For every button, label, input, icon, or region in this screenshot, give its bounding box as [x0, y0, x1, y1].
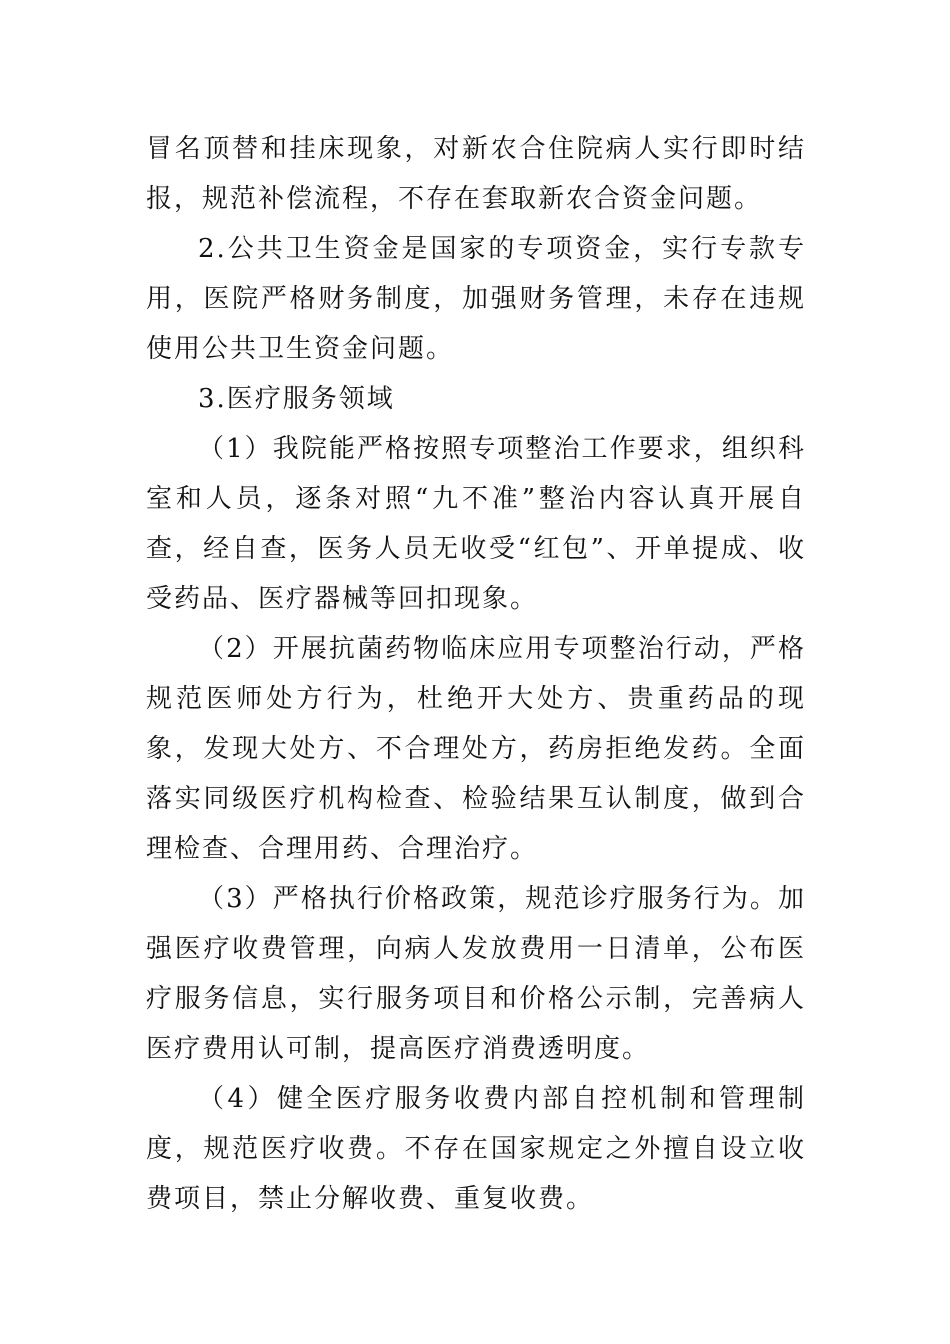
paragraph-item-2: （2）开展抗菌药物临床应用专项整治行动，严格规范医师处方行为，杜绝开大处方、贵重药品的现象，发现大处方、不合理处方，药房拒绝发药。全面落实同级医疗机构检查、检验结果互认制度，做到合理检查、合理用药、合理治疗。: [146, 634, 806, 864]
paragraph-item-4: （4）健全医疗服务收费内部自控机制和管理制度，规范医疗收费。不存在国家规定之外擅自设立收费项目，禁止分解收费、重复收费。: [146, 1084, 806, 1214]
paragraph-item-3: （3）严格执行价格政策，规范诊疗服务行为。加强医疗收费管理，向病人发放费用一日清单，公布医疗服务信息，实行服务项目和价格公示制，完善病人医疗费用认可制，提高医疗消费透明度。: [146, 884, 806, 1064]
document-body: [146, 124, 806, 1224]
paragraph-continuation: 冒名顶替和挂床现象，对新农合住院病人实行即时结报，规范补偿流程，不存在套取新农合资金问题。: [146, 134, 806, 214]
paragraph-public-health-funds: 2.公共卫生资金是国家的专项资金，实行专款专用，医院严格财务制度，加强财务管理，未存在违规使用公共卫生资金问题。: [146, 234, 806, 364]
section-heading-medical-services: 3.医疗服务领域: [198, 384, 395, 414]
paragraph-item-1: （1）我院能严格按照专项整治工作要求，组织科室和人员，逐条对照“九不准”整治内容认真开展自查，经自查，医务人员无收受“红包”、开单提成、收受药品、医疗器械等回扣现象。: [146, 434, 806, 614]
